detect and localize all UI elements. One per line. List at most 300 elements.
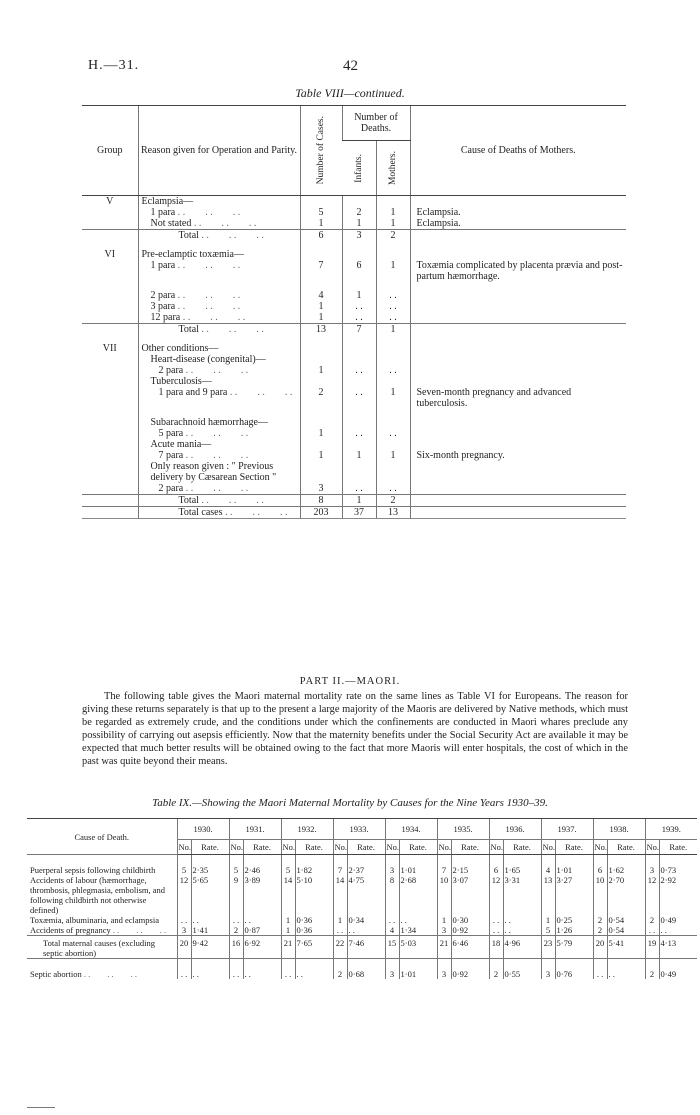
spacer-cell: [300, 409, 342, 417]
reason-cell: [138, 428, 300, 439]
spacer-cell: [410, 409, 626, 417]
no-cell: . .: [645, 925, 659, 936]
header-no: No.: [333, 840, 347, 855]
cause-cell: [27, 969, 177, 979]
group-cell: [82, 301, 138, 312]
header-rate: Rate.: [451, 840, 489, 855]
no-cell: 13: [541, 875, 555, 915]
spacer-cell: [376, 335, 410, 343]
rate-cell: . .: [659, 925, 697, 936]
cause-cell: [27, 875, 177, 915]
rate-cell: 4·75: [347, 875, 385, 915]
spacer-cell: [333, 855, 347, 866]
reason-text: Total . .: [179, 230, 264, 241]
infants-cell: 7: [342, 324, 376, 336]
group-cell: [82, 230, 138, 242]
spacer-cell: [281, 855, 295, 866]
rate-cell: 4·96: [503, 936, 541, 959]
spacer-cell: [437, 959, 451, 970]
spacer-cell: [503, 959, 541, 970]
mothers-cell: . .: [376, 365, 410, 376]
rate-cell: 1·65: [503, 865, 541, 875]
cases-cell: 8: [300, 495, 342, 507]
cause-cell: [410, 365, 626, 376]
table-row: [27, 915, 697, 925]
reason-text: Subarachnoid hæmorrhage—: [150, 417, 268, 428]
rate-cell: 2·15: [451, 865, 489, 875]
spacer-cell: [451, 855, 489, 866]
group-cell: [82, 312, 138, 324]
spacer-cell: [82, 282, 138, 290]
cause-cell: [410, 428, 626, 439]
mothers-cell: 1: [376, 260, 410, 282]
rate-cell: 3·31: [503, 875, 541, 915]
cases-cell: [300, 249, 342, 260]
no-cell: 7: [333, 865, 347, 875]
rate-cell: 2·35: [191, 865, 229, 875]
rate-cell: 0·55: [503, 969, 541, 979]
spacer-cell: [191, 855, 229, 866]
no-cell: . .: [229, 969, 243, 979]
header-rate: Rate.: [295, 840, 333, 855]
spacer-cell: [177, 959, 191, 970]
header-year: 1938.: [593, 819, 645, 840]
no-cell: . .: [489, 925, 503, 936]
table-row: [82, 343, 626, 354]
rate-cell: . .: [503, 915, 541, 925]
no-cell: 5: [281, 865, 295, 875]
no-cell: 14: [281, 875, 295, 915]
reason-cell: [138, 376, 300, 387]
no-cell: 5: [541, 925, 555, 936]
cases-cell: 3: [300, 483, 342, 495]
reason-cell: [138, 196, 300, 208]
header-rate: Rate.: [659, 840, 697, 855]
rate-cell: 1·41: [191, 925, 229, 936]
header-no: No.: [593, 840, 607, 855]
rate-cell: 6·92: [243, 936, 281, 959]
cause-cell: [410, 417, 626, 428]
spacer-cell: [410, 335, 626, 343]
table-row: [27, 865, 697, 875]
rate-cell: 3·89: [243, 875, 281, 915]
no-cell: 4: [541, 865, 555, 875]
total-row: [27, 936, 697, 959]
header-year: 1934.: [385, 819, 437, 840]
infants-cell: . .: [342, 301, 376, 312]
no-cell: . .: [177, 915, 191, 925]
rate-cell: 0·34: [347, 915, 385, 925]
table-row: [82, 354, 626, 365]
reason-cell: [138, 417, 300, 428]
table-row: [82, 218, 626, 230]
table-row: [82, 196, 626, 208]
spacer-cell: [489, 855, 503, 866]
spacer-cell: [342, 335, 376, 343]
table-row: [82, 376, 626, 387]
document-reference: H.—31.: [88, 58, 140, 73]
cases-cell: 4: [300, 290, 342, 301]
cases-cell: [300, 439, 342, 450]
rate-cell: . .: [191, 915, 229, 925]
no-cell: 20: [177, 936, 191, 959]
table-ix: [27, 818, 697, 979]
group-cell: VI: [104, 249, 116, 260]
group-cell: [82, 290, 138, 301]
cases-cell: [300, 376, 342, 387]
header-no: No.: [541, 840, 555, 855]
spacer-cell: [82, 241, 138, 249]
spacer-cell: [376, 409, 410, 417]
table-row: [82, 428, 626, 439]
reason-cell: [138, 354, 300, 365]
mothers-cell: 1: [376, 450, 410, 461]
infants-cell: . .: [342, 483, 376, 495]
table-row: [82, 290, 626, 301]
mothers-cell: 1: [376, 324, 410, 336]
reason-cell: [138, 290, 300, 301]
spacer-cell: [410, 282, 626, 290]
header-rate: Rate.: [243, 840, 281, 855]
table-row: [82, 312, 626, 324]
no-cell: 1: [281, 915, 295, 925]
table-ix-body: [27, 855, 697, 980]
bottom-rule: [27, 1107, 55, 1108]
rate-cell: . .: [243, 915, 281, 925]
no-cell: 20: [593, 936, 607, 959]
total-row: [82, 507, 626, 519]
mothers-cell: [376, 417, 410, 428]
rate-cell: 1·34: [399, 925, 437, 936]
part2-heading: PART II.—MAORI.: [299, 676, 401, 687]
spacer-cell: [555, 959, 593, 970]
header-cause: Cause of Deaths of Mothers.: [410, 106, 626, 196]
cause-cell: [410, 290, 626, 301]
rate-cell: 7·46: [347, 936, 385, 959]
header-no: No.: [281, 840, 295, 855]
mothers-cell: [376, 461, 410, 483]
spacer-cell: [177, 855, 191, 866]
reason-cell: [138, 483, 300, 495]
spacer-cell: [300, 335, 342, 343]
no-cell: 3: [385, 969, 399, 979]
cause-cell: [27, 865, 177, 875]
rate-cell: 2·68: [399, 875, 437, 915]
reason-cell: [138, 249, 300, 260]
table-row: [82, 241, 626, 249]
no-cell: . .: [593, 969, 607, 979]
rate-cell: 2·70: [607, 875, 645, 915]
infants-cell: . .: [342, 365, 376, 376]
infants-cell: 2: [342, 207, 376, 218]
mothers-cell: . .: [376, 301, 410, 312]
spacer-cell: [27, 855, 177, 866]
header-deaths: Number of Deaths.: [342, 106, 410, 141]
no-cell: 12: [645, 875, 659, 915]
cases-cell: 1: [300, 450, 342, 461]
spacer-cell: [385, 855, 399, 866]
group-cell: [82, 439, 138, 450]
mothers-cell: 1: [376, 207, 410, 218]
no-cell: 3: [541, 969, 555, 979]
cause-cell: [410, 507, 626, 519]
reason-cell: [138, 507, 300, 519]
infants-cell: [342, 376, 376, 387]
spacer-cell: [659, 959, 697, 970]
cause-cell: [410, 354, 626, 365]
no-cell: . .: [385, 915, 399, 925]
cause-cell: Eclampsia.: [410, 207, 626, 218]
rate-cell: 0·36: [295, 925, 333, 936]
no-cell: 5: [177, 865, 191, 875]
header-no: No.: [489, 840, 503, 855]
reason-cell: [138, 461, 300, 483]
cause-cell: [410, 461, 626, 483]
header-mothers: Mothers.: [388, 150, 398, 186]
reason-text: 1 para . .: [151, 260, 241, 271]
rate-cell: . .: [607, 969, 645, 979]
total-row: [82, 230, 626, 242]
spacer-cell: [593, 959, 607, 970]
reason-text: Only reason given : " Previous delivery by Cæsarean Section ": [150, 461, 277, 483]
spacer-cell: [555, 855, 593, 866]
group-cell: V: [106, 196, 114, 207]
reason-text: 2 para . .: [159, 483, 249, 494]
no-cell: 3: [385, 865, 399, 875]
cause-text: Toxæmia, albuminaria, and eclampsia: [30, 915, 159, 925]
infants-cell: . .: [342, 387, 376, 409]
spacer-cell: [399, 855, 437, 866]
reason-text: Other conditions—: [141, 343, 219, 354]
rate-cell: 1·01: [399, 969, 437, 979]
rate-cell: 0·92: [451, 925, 489, 936]
infants-cell: [342, 249, 376, 260]
group-cell: [82, 387, 138, 409]
mothers-cell: [376, 439, 410, 450]
group-cell: [82, 260, 138, 282]
reason-text: Heart-disease (congenital)—: [150, 354, 266, 365]
no-cell: 10: [437, 875, 451, 915]
rate-cell: . .: [399, 915, 437, 925]
rate-cell: 1·82: [295, 865, 333, 875]
rate-cell: . .: [191, 969, 229, 979]
header-rate: Rate.: [347, 840, 385, 855]
infants-cell: . .: [342, 312, 376, 324]
group-cell: [82, 218, 138, 230]
mothers-cell: [376, 343, 410, 354]
cause-cell: [410, 343, 626, 354]
cause-cell: [410, 376, 626, 387]
rate-cell: 0·49: [659, 969, 697, 979]
header-year: 1932.: [281, 819, 333, 840]
reason-text: Eclampsia—: [141, 196, 194, 207]
infants-cell: [342, 417, 376, 428]
mothers-cell: 13: [376, 507, 410, 519]
table-viii-body: [82, 196, 626, 519]
header-year: 1933.: [333, 819, 385, 840]
spacer-cell: [243, 959, 281, 970]
infants-cell: . .: [342, 428, 376, 439]
spacer-cell: [138, 335, 300, 343]
no-cell: 12: [177, 875, 191, 915]
header-no: No.: [177, 840, 191, 855]
cause-cell: Six-month pregnancy.: [410, 450, 626, 461]
spacer-cell: [410, 241, 626, 249]
rate-cell: 1·26: [555, 925, 593, 936]
cause-cell: [410, 196, 626, 208]
header-rate: Rate.: [607, 840, 645, 855]
no-cell: . .: [333, 925, 347, 936]
no-cell: 16: [229, 936, 243, 959]
cases-cell: [300, 417, 342, 428]
rate-cell: 7·65: [295, 936, 333, 959]
no-cell: 1: [541, 915, 555, 925]
group-cell: [82, 354, 138, 365]
spacer-cell: [342, 409, 376, 417]
table-row: [27, 925, 697, 936]
cause-cell: Seven-month pregnancy and advanced tuberculosis.: [410, 387, 626, 409]
table8-caption: Table VIII—continued.: [295, 86, 405, 100]
group-cell: [82, 507, 138, 519]
spacer-cell: [541, 959, 555, 970]
reason-text: Tuberculosis—: [150, 376, 212, 387]
header-rate: Rate.: [503, 840, 541, 855]
header-reason: Reason given for Operation and Parity.: [138, 106, 300, 196]
spacer-cell: [82, 409, 138, 417]
table-row: [82, 417, 626, 428]
rate-cell: 9·42: [191, 936, 229, 959]
header-infants: Infants.: [353, 153, 364, 183]
reason-cell: [138, 387, 300, 409]
no-cell: 5: [229, 865, 243, 875]
spacer-cell: [607, 855, 645, 866]
mothers-cell: [376, 376, 410, 387]
cause-cell: [410, 324, 626, 336]
reason-text: 3 para . .: [151, 301, 241, 312]
spacer-cell: [437, 855, 451, 866]
no-cell: 1: [281, 925, 295, 936]
no-cell: 2: [645, 915, 659, 925]
infants-cell: [342, 354, 376, 365]
reason-cell: [138, 218, 300, 230]
spacer-cell: [376, 282, 410, 290]
no-cell: 4: [385, 925, 399, 936]
table9-caption: Table IX.—Showing the Maori Maternal Mortality by Causes for the Nine Years 1930–39.: [152, 797, 548, 809]
cause-text: Total maternal causes (excluding septic abortion): [43, 938, 155, 958]
reason-text: Total cases . .: [179, 507, 288, 518]
spacer-cell: [659, 855, 697, 866]
table-row: [82, 483, 626, 495]
reason-text: 2 para . .: [159, 365, 249, 376]
spacer-cell: [300, 241, 342, 249]
spacer-cell: [347, 959, 385, 970]
rate-cell: 0·25: [555, 915, 593, 925]
reason-cell: [138, 343, 300, 354]
header-year: 1936.: [489, 819, 541, 840]
group-cell: [82, 428, 138, 439]
no-cell: 6: [593, 865, 607, 875]
rate-cell: 6·46: [451, 936, 489, 959]
rate-cell: 2·37: [347, 865, 385, 875]
rate-cell: 5·41: [607, 936, 645, 959]
no-cell: 3: [177, 925, 191, 936]
header-year: 1931.: [229, 819, 281, 840]
infants-cell: [342, 439, 376, 450]
group-cell: VII: [102, 343, 117, 354]
cases-cell: [300, 354, 342, 365]
header-no: No.: [229, 840, 243, 855]
cases-cell: 5: [300, 207, 342, 218]
cause-cell: [410, 312, 626, 324]
spacer-cell: [376, 241, 410, 249]
mothers-cell: 1: [376, 218, 410, 230]
spacer-cell: [399, 959, 437, 970]
table-row: [82, 461, 626, 483]
no-cell: 2: [593, 925, 607, 936]
spacer-cell: [347, 855, 385, 866]
reason-cell: [138, 230, 300, 242]
reason-text: 1 para and 9 para . .: [159, 387, 293, 398]
no-cell: . .: [281, 969, 295, 979]
spacer-cell: [82, 335, 138, 343]
spacer-cell: [27, 959, 177, 970]
cases-cell: 1: [300, 301, 342, 312]
table-row: [82, 282, 626, 290]
no-cell: 14: [333, 875, 347, 915]
cause-text: Accidents of pregnancy . .: [30, 925, 166, 935]
no-cell: 8: [385, 875, 399, 915]
cause-cell: [410, 495, 626, 507]
mothers-cell: . .: [376, 428, 410, 439]
reason-text: Total . .: [179, 495, 264, 506]
spacer-cell: [489, 959, 503, 970]
cause-text: Puerperal sepsis following childbirth: [30, 865, 156, 875]
cases-cell: 203: [300, 507, 342, 519]
table-row: [82, 387, 626, 409]
rate-cell: 5·79: [555, 936, 593, 959]
no-cell: 18: [489, 936, 503, 959]
reason-text: Pre-eclamptic toxæmia—: [141, 249, 244, 260]
infants-cell: 1: [342, 450, 376, 461]
mothers-cell: [376, 196, 410, 208]
table-row: [82, 249, 626, 260]
reason-text: 1 para . .: [151, 207, 241, 218]
infants-cell: [342, 461, 376, 483]
rate-cell: 5·03: [399, 936, 437, 959]
spacer-cell: [229, 959, 243, 970]
cases-cell: 13: [300, 324, 342, 336]
table-row: [82, 409, 626, 417]
mothers-cell: [376, 354, 410, 365]
mothers-cell: . .: [376, 312, 410, 324]
header-cause-of-death: Cause of Death.: [27, 819, 177, 855]
no-cell: 1: [333, 915, 347, 925]
reason-cell: [138, 324, 300, 336]
rate-cell: 1·01: [399, 865, 437, 875]
table-row: [82, 335, 626, 343]
rate-cell: 5·10: [295, 875, 333, 915]
table-row: [82, 260, 626, 282]
no-cell: 15: [385, 936, 399, 959]
infants-cell: 3: [342, 230, 376, 242]
page-number: 42: [343, 58, 358, 74]
no-cell: . .: [489, 915, 503, 925]
no-cell: 21: [281, 936, 295, 959]
cause-text: Accidents of labour (hæmorrhage, thrombosis, phlegmasia, embolism, and following childbirth not otherwise defined): [30, 875, 166, 915]
rate-cell: 2·92: [659, 875, 697, 915]
cause-cell: Eclampsia.: [410, 218, 626, 230]
mothers-cell: 1: [376, 387, 410, 409]
